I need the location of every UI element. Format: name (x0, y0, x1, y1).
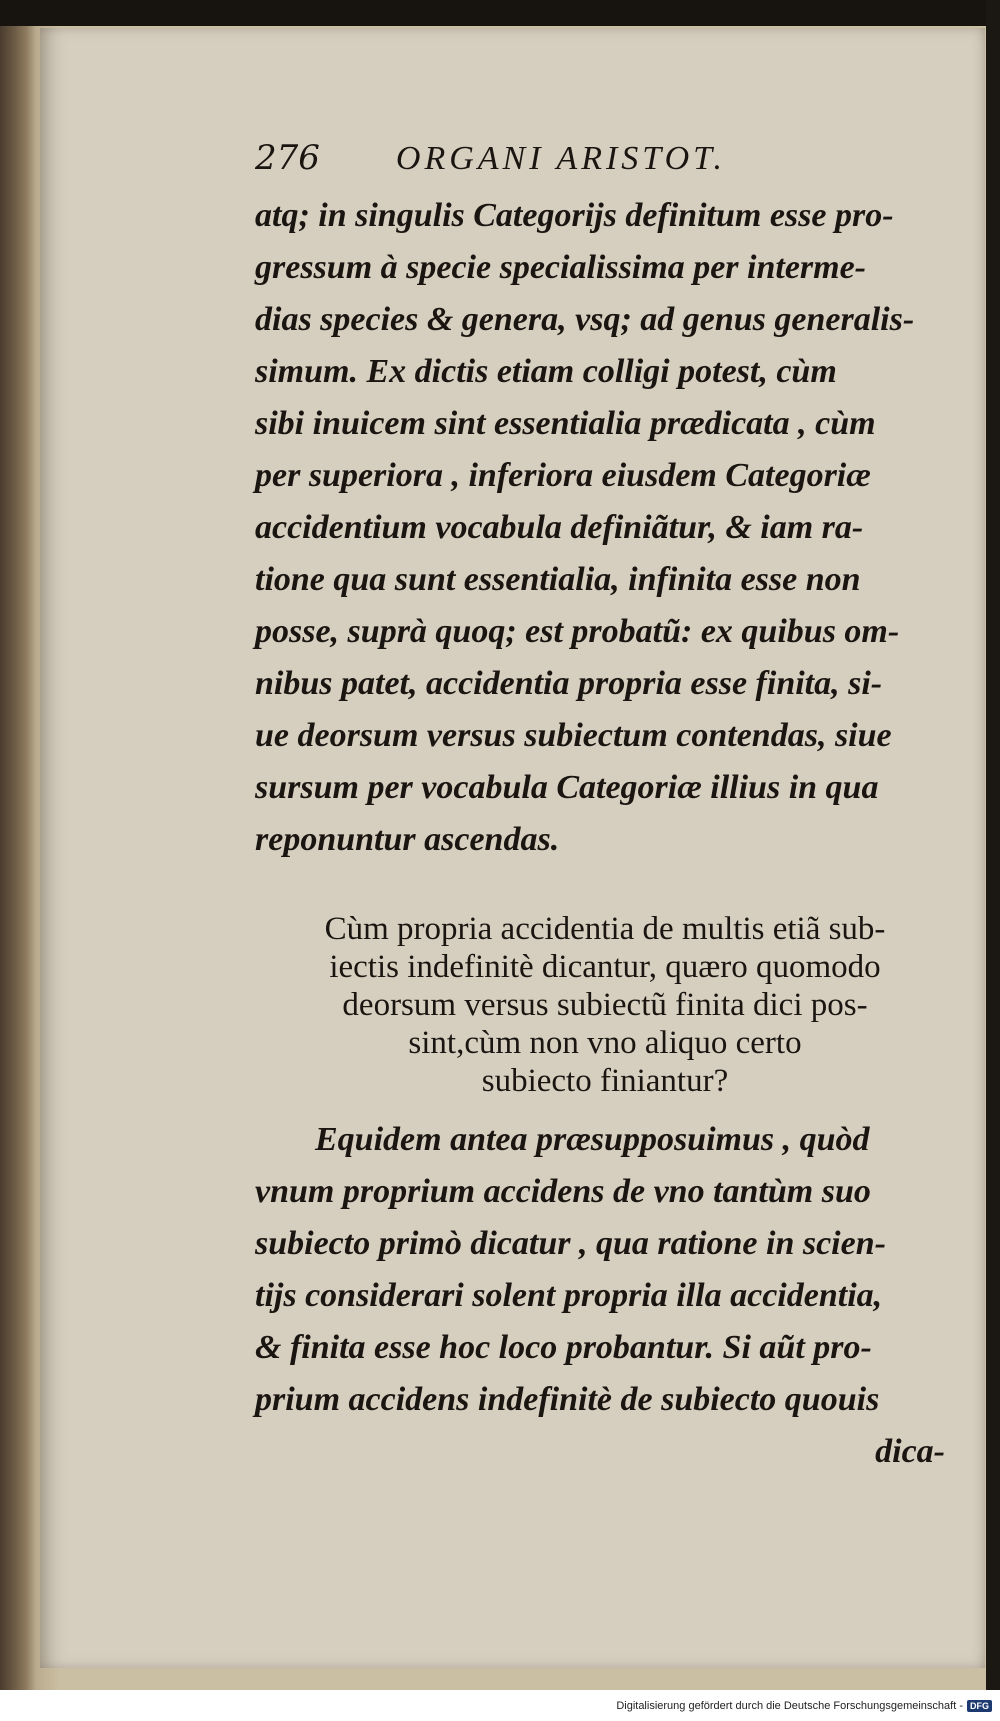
text-line: tijs considerari solent propria illa accidentia, (255, 1277, 883, 1314)
funding-credit: Digitalisierung gefördert durch die Deutsche Forschungsgemeinschaft - (616, 1699, 963, 1712)
running-head (255, 138, 955, 186)
catchword: dica- (875, 1433, 945, 1470)
dfg-logo-icon: DFG (967, 1700, 992, 1712)
text-line: posse, suprà quoq; est probatũ: ex quibus om- (255, 613, 900, 650)
text-line: dias species & genera, vsq; ad genus generalis- (255, 301, 915, 338)
text-block (255, 138, 955, 1478)
folio-number: 276 (255, 138, 320, 178)
scanner-right-edge (986, 0, 1000, 1690)
text-line: sibi inuicem sint essentialia prædicata , cùm (255, 405, 876, 442)
text-line: nibus patet, accidentia propria esse finita, si- (255, 665, 883, 702)
running-title: ORGANI ARISTOT. (395, 140, 727, 177)
text-line: prium accidens indefinitè de subiecto quouis (255, 1381, 880, 1418)
text-line: reponuntur ascendas. (255, 821, 560, 858)
text-line: Equidem antea præsupposuimus , quòd (315, 1121, 870, 1158)
text-line: gressum à specie specialissima per interme- (255, 249, 867, 286)
book-page (40, 28, 985, 1668)
question-line: subiecto finiantur? (481, 1063, 729, 1099)
text-line: sursum per vocabula Categoriæ illius in qua (255, 769, 879, 806)
question-line: iectis indefinitè dicantur, quæro quomodo (329, 949, 881, 985)
text-line: atq; in singulis Categorijs definitum esse pro- (255, 197, 894, 234)
scanner-top-edge (0, 0, 1000, 26)
text-line: accidentium vocabula definiãtur, & iam ra- (255, 509, 864, 546)
question-heading (255, 910, 955, 1100)
text-line: vnum proprium accidens de vno tantùm suo (255, 1173, 871, 1210)
digitization-footer (0, 1690, 1000, 1721)
text-line: per superiora , inferiora eiusdem Categoriæ (255, 457, 871, 494)
paragraph-1 (255, 190, 955, 866)
question-line: Cùm propria accidentia de multis etiã sub- (324, 911, 886, 947)
answer-paragraph (255, 1114, 955, 1478)
text-line: subiecto primò dicatur , qua ratione in scien- (255, 1225, 886, 1262)
question-line: sint,cùm non vno aliquo certo (408, 1025, 802, 1061)
text-line: ue deorsum versus subiectum contendas, siue (255, 717, 892, 754)
text-line: & finita esse hoc loco probantur. Si aũt pro- (255, 1329, 872, 1366)
question-line: deorsum versus subiectũ finita dici pos- (342, 987, 868, 1023)
text-line: simum. Ex dictis etiam colligi potest, cùm (255, 353, 837, 390)
text-line: tione qua sunt essentialia, infinita esse non (255, 561, 861, 598)
